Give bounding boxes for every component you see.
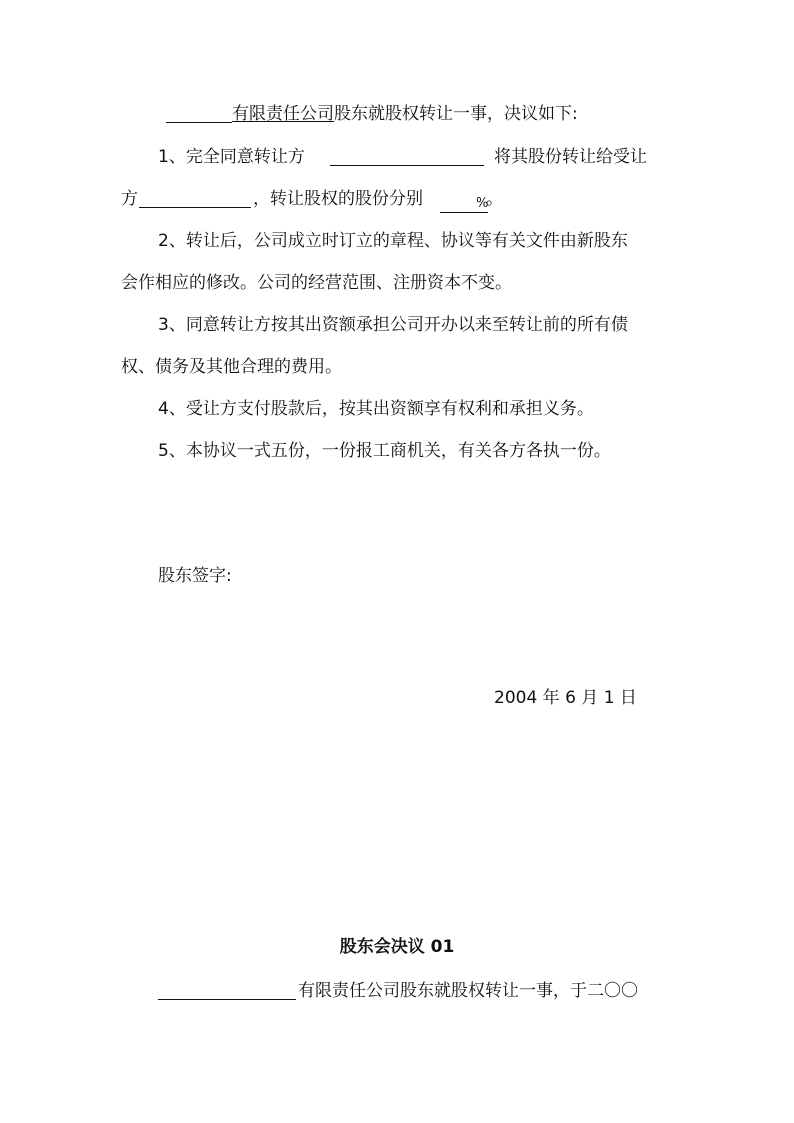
item-5	[0, 437, 794, 465]
signature-line	[0, 562, 794, 590]
intro-rest-text: 股东就股权转让一事，决议如下:	[334, 104, 578, 124]
item-4	[0, 395, 794, 423]
share-percent-blank[interactable]: %	[440, 189, 488, 217]
transferee-blank[interactable]	[139, 189, 251, 208]
item-1-text-b: 将其股份转让给受让	[494, 147, 647, 167]
item-1-end: 。	[486, 189, 503, 209]
transferor-blank[interactable]	[330, 147, 484, 166]
item-2-line-2	[0, 269, 794, 297]
item-2-text-a: 2、转让后，公司成立时订立的章程、协议等有关文件由新股东	[158, 231, 628, 251]
item-3-line-1	[0, 311, 794, 339]
item-5-text: 5、本协议一式五份，一份报工商机关，有关各方各执一份。	[158, 441, 611, 461]
section-2-company-blank[interactable]	[158, 981, 296, 1000]
item-3-text-b: 权、债务及其他合理的费用。	[121, 357, 342, 377]
item-2-text-b: 会作相应的修改。公司的经营范围、注册资本不变。	[121, 273, 512, 293]
item-1-line-2	[0, 185, 794, 213]
signature-date: 2004 年 6 月 1 日	[494, 688, 637, 708]
section-2-text: 有限责任公司股东就股权转让一事，于二〇〇	[298, 981, 638, 1001]
item-1-text-a: 1、完全同意转让方	[158, 147, 305, 167]
section-2-title: 股东会决议 01	[339, 937, 455, 957]
signature-label: 股东签字:	[158, 566, 232, 586]
item-3-text-a: 3、同意转让方按其出资额承担公司开办以来至转让前的所有债	[158, 315, 628, 335]
item-1-text-c: 方	[121, 189, 138, 209]
item-4-text: 4、受让方支付股款后，按其出资额享有权利和承担义务。	[158, 399, 594, 419]
date-line	[0, 684, 794, 712]
item-2-line-1	[0, 227, 794, 255]
section-2-line-1	[0, 977, 794, 1005]
item-1-line-1	[0, 143, 794, 171]
company-name-blank[interactable]	[166, 100, 578, 128]
item-3-line-2	[0, 353, 794, 381]
intro-paragraph	[0, 100, 794, 128]
item-1-text-d: ，转让股权的股份分别	[253, 189, 423, 209]
company-type-text: 有限责任公司	[232, 104, 334, 124]
